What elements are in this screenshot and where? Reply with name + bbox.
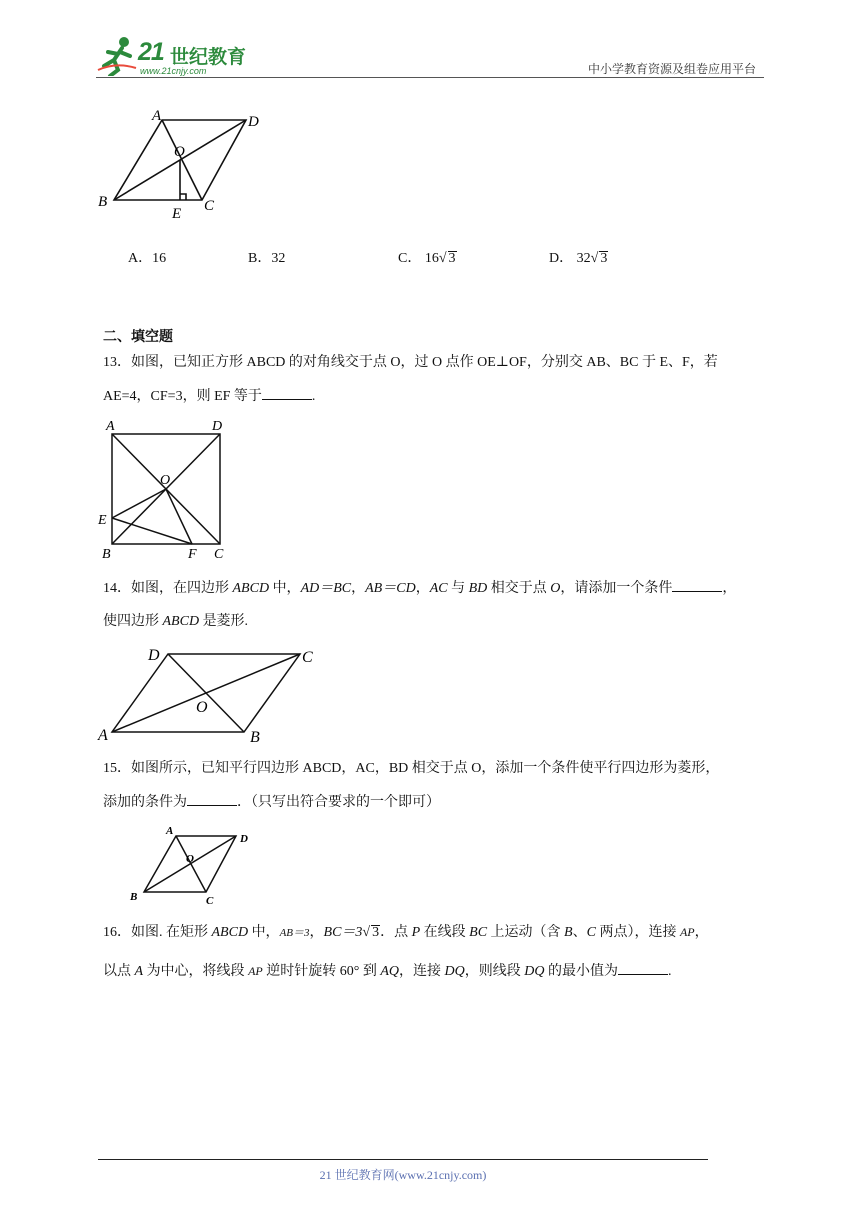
q12-label-a: A (152, 108, 162, 124)
math: ABCD (211, 925, 249, 940)
text: ．点 (380, 925, 412, 940)
answer-blank[interactable] (618, 962, 668, 975)
text: 添加的条件为 (103, 795, 187, 810)
site-logo (96, 36, 256, 80)
q14-label-a: A (98, 727, 108, 744)
text: 上运动（含 (487, 925, 565, 940)
q14-label-o: O (196, 699, 208, 716)
text: 使四边形 (103, 614, 163, 629)
q14-label-c: C (302, 649, 313, 666)
text: ，则线段 (464, 964, 525, 979)
text: 是菱形. (199, 614, 249, 629)
q13-label-o: O (160, 473, 171, 488)
text: 以点 (103, 964, 135, 979)
text: 逆时针旋转 60° 到 (262, 964, 381, 979)
q15-label-o: O (186, 853, 194, 865)
q16-line2 (103, 959, 763, 984)
q12-option-a[interactable] (128, 247, 166, 267)
text: 与 (447, 581, 469, 596)
math: AB＝CD (365, 581, 416, 596)
text: 在线段 (420, 925, 470, 940)
header-divider (96, 77, 764, 78)
option-letter: B． (248, 251, 272, 266)
q12-label-e: E (172, 206, 182, 222)
text: 相交于点 (487, 581, 551, 596)
q12-label-o: O (174, 144, 185, 160)
text: ， (309, 925, 324, 940)
text: ， (415, 581, 430, 596)
q12-label-d: D (248, 114, 259, 130)
q14-figure (94, 642, 330, 746)
q15-label-b: B (130, 891, 138, 903)
math: BC (469, 925, 488, 940)
q13-line2-end: . (311, 389, 316, 404)
logo-number: 21 (138, 38, 164, 66)
q15-label-c: C (206, 895, 214, 906)
text: ， (722, 581, 737, 596)
text: 为中心，将线段 (143, 964, 249, 979)
q13-label-f: F (188, 547, 197, 562)
math: AP (248, 964, 263, 978)
math: ABCD (232, 581, 270, 596)
text: ，请添加一个条件 (560, 581, 673, 596)
text: 14．如图，在四边形 (103, 581, 233, 596)
answer-blank[interactable] (672, 579, 722, 592)
q13-label-e: E (98, 513, 107, 528)
header-slogan: 中小学教育资源及组卷应用平台 (587, 62, 756, 76)
math: ABCD (162, 614, 200, 629)
q12-option-d[interactable] (549, 247, 608, 267)
q12-option-c[interactable] (398, 247, 457, 267)
q14-line2 (103, 610, 763, 634)
math: BD (468, 581, 488, 596)
math: DQ (524, 964, 545, 979)
math: O (550, 581, 561, 596)
q13-label-b: B (102, 547, 111, 562)
q13-label-c: C (214, 547, 224, 562)
text: 16．如图. 在矩形 (103, 925, 212, 940)
logo-url: www.21cnjy.com (140, 66, 207, 76)
option-letter: D． (549, 251, 574, 266)
footer-text[interactable]: 21 世纪教育网(www.21cnjy.com) (319, 1168, 487, 1182)
text: . (667, 964, 672, 979)
text: ， (351, 581, 366, 596)
math: AP (679, 925, 695, 939)
text: ．（只写出符合要求的一个即可） (237, 795, 440, 810)
q13-label-a: A (106, 419, 115, 434)
q15-line2 (103, 791, 763, 815)
option-letter: A． (128, 251, 153, 266)
text: ， (694, 925, 709, 940)
q13-label-d: D (212, 419, 223, 434)
text: 的最小值为 (544, 964, 618, 979)
math: A (134, 964, 144, 979)
option-radicand: 3 (448, 251, 456, 266)
q12-figure (96, 104, 276, 222)
math: C (586, 925, 596, 940)
q14-line1 (103, 577, 763, 601)
q12-label-c: C (204, 198, 215, 214)
math: DQ (444, 964, 465, 979)
q16-line1 (103, 920, 763, 945)
option-radicand: 3 (600, 251, 608, 266)
text: 中， (248, 925, 280, 940)
math: AB＝3 (279, 927, 310, 939)
text: 中， (269, 581, 301, 596)
math: AQ (380, 964, 400, 979)
option-value: 16 (424, 251, 439, 266)
q13-line2-text: AE=4，CF=3，则 EF 等于 (103, 389, 262, 404)
math: AD＝BC (300, 581, 352, 596)
radicand: 3 (372, 925, 380, 940)
option-value: 32 (271, 251, 286, 266)
q13-figure (94, 416, 234, 564)
text: ，连接 (399, 964, 445, 979)
math: B (564, 925, 573, 940)
option-value: 16 (152, 251, 167, 266)
runner-icon (96, 36, 140, 76)
q15-figure (126, 822, 256, 906)
math: BC＝3 (323, 925, 363, 940)
q14-label-d: D (148, 647, 160, 664)
footer-divider (98, 1159, 708, 1160)
logo-text: 世纪教育 (170, 46, 247, 68)
q15-label-a: A (166, 825, 174, 837)
sqrt-sign: √ (362, 925, 371, 940)
section-title: 二、填空题 (103, 329, 173, 345)
q12-option-b[interactable] (248, 247, 285, 267)
math: P (411, 925, 421, 940)
math: AC (429, 581, 448, 596)
text: 两点），连接 (595, 925, 680, 940)
option-value: 32 (576, 251, 591, 266)
answer-blank[interactable] (187, 793, 237, 806)
q13-line1: 13．如图，已知正方形 ABCD 的对角线交于点 O，过 O 点作 OE⊥OF，分别交 AB、BC 于 E、F，若 (103, 355, 718, 370)
q14-label-b: B (250, 729, 260, 746)
option-letter: C． (398, 251, 422, 266)
q13-line2 (103, 385, 763, 409)
q12-label-b: B (98, 194, 108, 210)
text: 、 (572, 925, 587, 940)
sqrt-sign: √ (438, 251, 447, 266)
q15-line1: 15．如图所示，已知平行四边形 ABCD，AC，BD 相交于点 O，添加一个条件使平行四边形为菱形， (103, 761, 720, 776)
answer-blank[interactable] (262, 387, 312, 400)
q15-label-d: D (240, 833, 248, 845)
sqrt-sign: √ (590, 251, 599, 266)
